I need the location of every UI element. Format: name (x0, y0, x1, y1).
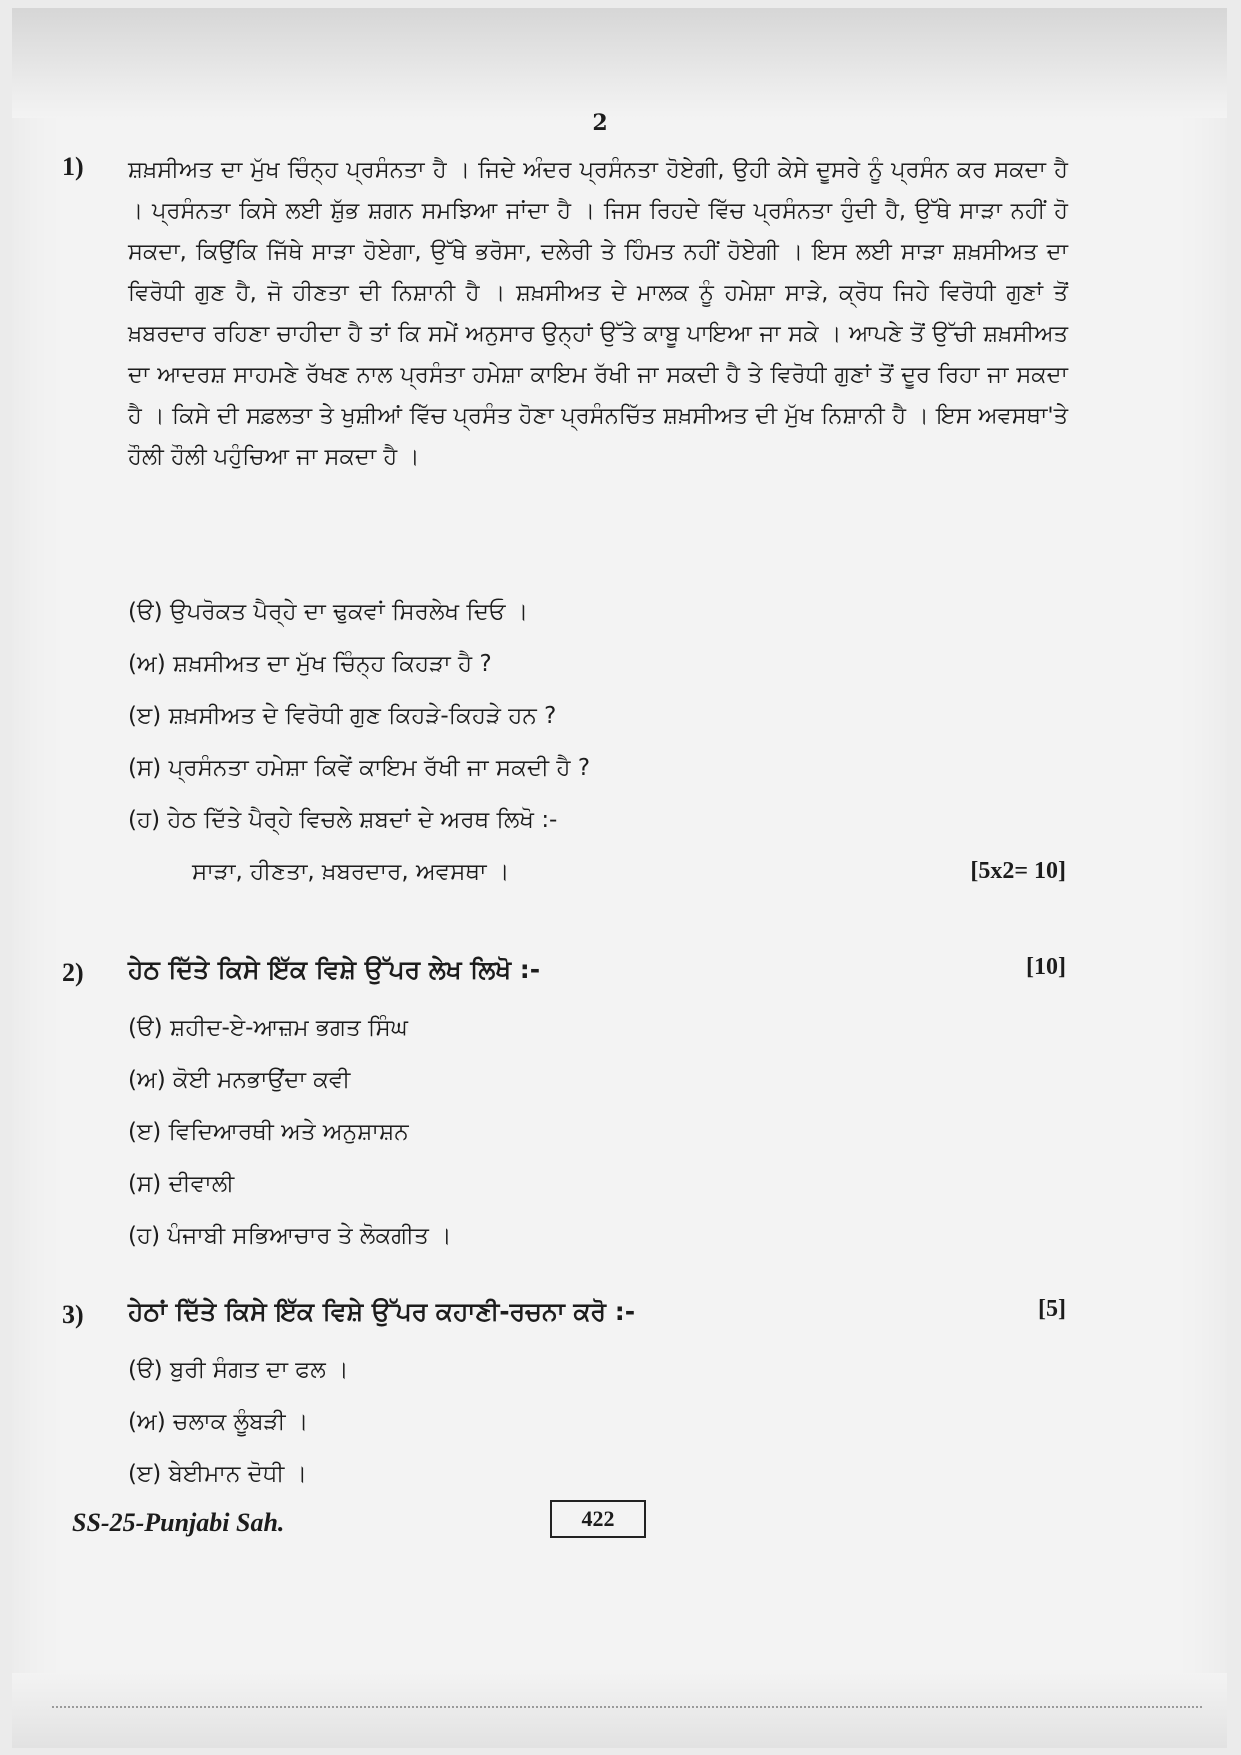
question-2-heading: ਹੇਠ ਦਿੱਤੇ ਕਿਸੇ ਇੱਕ ਵਿਸ਼ੇ ਉੱਪਰ ਲੇਖ ਲਿਖੋ :- (128, 955, 541, 984)
bottom-dotted-rule (52, 1706, 1202, 1708)
q1-marks: [5x2= 10] (970, 858, 1066, 884)
q1-subquestion-e: (ਹ) ਹੇਠ ਦਿੱਤੇ ਪੈਰ੍ਹੇ ਵਿਚਲੇ ਸ਼ਬਦਾਂ ਦੇ ਅਰਥ ਲਿਖੋ :- (128, 807, 558, 833)
q2-option-e: (ਹ) ਪੰਜਾਬੀ ਸਭਿਆਚਾਰ ਤੇ ਲੋਕਗੀਤ । (128, 1223, 452, 1249)
q2-option-b: (ਅ) ਕੋਈ ਮਨਭਾਉਂਦਾ ਕਵੀ (128, 1067, 351, 1093)
question-2-number: 2) (62, 958, 84, 987)
page-number: 2 (592, 110, 608, 136)
q2-option-d: (ਸ) ਦੀਵਾਲੀ (128, 1171, 235, 1197)
q1-words-list: ਸਾੜਾ, ਹੀਣਤਾ, ਖ਼ਬਰਦਾਰ, ਅਵਸਥਾ । (192, 859, 510, 885)
q1-subquestion-a: (ੳ) ਉਪਰੋਕਤ ਪੈਰ੍ਹੇ ਦਾ ਢੁਕਵਾਂ ਸਿਰਲੇਖ ਦਿਓ । (128, 599, 529, 625)
question-1-passage: ਸ਼ਖ਼ਸੀਅਤ ਦਾ ਮੁੱਖ ਚਿੰਨ੍ਹ ਪ੍ਰਸੰਨਤਾ ਹੈ । ਜਿਦੇ ਅੰਦਰ ਪ੍ਰਸੰਨਤਾ ਹੋਏਗੀ, ਉਹੀ ਕੇਸੇ ਦੂਸਰੇ ਨੂੰ ਪ੍ਰਸੰਨ ਕਰ ਸਕਦਾ ਹੈ । ਪ੍ਰਸੰਨਤਾ ਕਿਸੇ ਲਈ ਸ਼ੁੱਭ ਸ਼ਗਨ ਸਮਝਿਆ ਜਾਂਦਾ ਹੈ । ਜਿਸ ਰਿਹਦੇ ਵਿੱਚ ਪ੍ਰਸੰਨਤਾ ਹੁੰਦੀ ਹੈ, ਉੱਥੇ ਸਾੜਾ ਨਹੀਂ ਹੋ ਸਕਦਾ, ਕਿਉਂਕਿ ਜਿੱਥੇ ਸਾੜਾ ਹੋਏਗਾ, ਉੱਥੇ ਭਰੋਸਾ, ਦਲੇਰੀ ਤੇ ਹਿੰਮਤ ਨਹੀਂ ਹੋਏਗੀ । ਇਸ ਲਈ ਸਾੜਾ ਸ਼ਖ਼ਸੀਅਤ ਦਾ ਵਿਰੋਧੀ ਗੁਣ ਹੈ, ਜੋ ਹੀਣਤਾ ਦੀ ਨਿਸ਼ਾਨੀ ਹੈ । ਸ਼ਖ਼ਸੀਅਤ ਦੇ ਮਾਲਕ ਨੂੰ ਹਮੇਸ਼ਾ ਸਾੜੇ, ਕ੍ਰੋਧ ਜਿਹੇ ਵਿਰੋਧੀ ਗੁਣਾਂ ਤੋਂ ਖ਼ਬਰਦਾਰ ਰਹਿਣਾ ਚਾਹੀਦਾ ਹੈ ਤਾਂ ਕਿ ਸਮੇਂ ਅਨੁਸਾਰ ਉਨ੍ਹਾਂ ਉੱਤੇ ਕਾਬੂ ਪਾਇਆ ਜਾ ਸਕੇ । ਆਪਣੇ ਤੋਂ ਉੱਚੀ ਸ਼ਖ਼ਸੀਅਤ ਦਾ ਆਦਰਸ਼ ਸਾਹਮਣੇ ਰੱਖਣ ਨਾਲ ਪ੍ਰਸੰਤਾ ਹਮੇਸ਼ਾ ਕਾਇਮ ਰੱਖੀ ਜਾ ਸਕਦੀ ਹੈ ਤੇ ਵਿਰੋਧੀ ਗੁਣਾਂ ਤੋਂ ਦੂਰ ਰਿਹਾ ਜਾ ਸਕਦਾ ਹੈ । ਕਿਸੇ ਦੀ ਸਫ਼ਲਤਾ ਤੇ ਖੁਸ਼ੀਆਂ ਵਿੱਚ ਪ੍ਰਸੰਤ ਹੋਣਾ ਪ੍ਰਸੰਨਚਿੱਤ ਸ਼ਖ਼ਸੀਅਤ ਦੀ ਮੁੱਖ ਨਿਸ਼ਾਨੀ ਹੈ । ਇਸ ਅਵਸਥਾ'ਤੇ ਹੌਲੀ ਹੌਲੀ ਪਹੁੰਚਿਆ ਜਾ ਸਕਦਾ ਹੈ । (128, 157, 1068, 470)
q1-subquestion-d: (ਸ) ਪ੍ਰਸੰਨਤਾ ਹਮੇਸ਼ਾ ਕਿਵੇਂ ਕਾਇਮ ਰੱਖੀ ਜਾ ਸਕਦੀ ਹੈ ? (128, 755, 591, 781)
question-3-heading: ਹੇਠਾਂ ਦਿੱਤੇ ਕਿਸੇ ਇੱਕ ਵਿਸ਼ੇ ਉੱਪਰ ਕਹਾਣੀ-ਰਚਨਾ ਕਰੋ :- (128, 1297, 636, 1326)
question-1-number: 1) (62, 152, 84, 181)
q3-option-a: (ੳ) ਬੁਰੀ ਸੰਗਤ ਦਾ ਫਲ । (128, 1357, 349, 1383)
q2-option-a: (ੳ) ਸ਼ਹੀਦ-ਏ-ਆਜ਼ਮ ਭਗਤ ਸਿੰਘ (128, 1015, 408, 1041)
scan-footer-shading (12, 1673, 1227, 1748)
paper-code: SS-25-Punjabi Sah. (72, 1508, 285, 1537)
q2-marks: [10] (1026, 954, 1066, 980)
q1-subquestion-c: (ੲ) ਸ਼ਖ਼ਸੀਅਤ ਦੇ ਵਿਰੋਧੀ ਗੁਣ ਕਿਹੜੇ-ਕਿਹੜੇ ਹਨ ? (128, 703, 557, 729)
q3-option-b: (ਅ) ਚਲਾਕ ਲੂੰਬੜੀ । (128, 1409, 309, 1435)
q3-marks: [5] (1038, 1296, 1066, 1322)
question-3-number: 3) (62, 1300, 84, 1329)
q3-option-c: (ੲ) ਬੇਈਮਾਨ ਦੋਧੀ । (128, 1461, 308, 1487)
q2-option-c: (ੲ) ਵਿਦਿਆਰਥੀ ਅਤੇ ਅਨੁਸ਼ਾਸ਼ਨ (128, 1119, 409, 1145)
scan-header-shading (12, 8, 1227, 118)
q1-subquestion-b: (ਅ) ਸ਼ਖ਼ਸੀਅਤ ਦਾ ਮੁੱਖ ਚਿੰਨ੍ਹ ਕਿਹੜਾ ਹੈ ? (128, 651, 492, 677)
paper-number-box: 422 (550, 1500, 646, 1538)
